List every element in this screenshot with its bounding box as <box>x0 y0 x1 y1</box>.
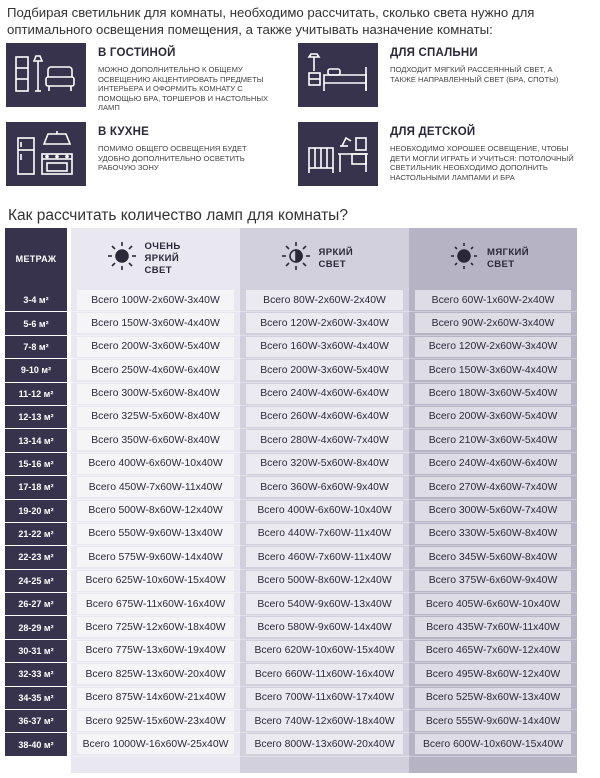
cell-very-bright: Всего 200W-3x60W-5x40W <box>77 337 234 357</box>
cell-very-bright: Всего 625W-10x60W-15x40W <box>77 571 234 591</box>
row-area: 30-31 м² <box>5 640 67 662</box>
room-title: В ГОСТИНОЙ <box>98 47 176 59</box>
bedroom-icon <box>298 43 378 107</box>
cell-soft: Всего 525W-8x60W-13x40W <box>415 688 571 708</box>
cell-very-bright: Всего 575W-9x60W-14x40W <box>77 547 234 567</box>
table-row <box>5 289 577 312</box>
table-row <box>5 336 577 359</box>
table-row <box>5 616 577 639</box>
header-bright <box>240 228 409 289</box>
cell-very-bright: Всего 400W-6x60W-10x40W <box>77 454 234 474</box>
cell-soft: Всего 200W-3x60W-5x40W <box>415 407 571 427</box>
row-area: 12-13 м² <box>5 406 67 428</box>
header-label: ЯРКИЙ СВЕТ <box>318 246 354 270</box>
table-row <box>5 640 577 663</box>
row-area: 32-33 м² <box>5 663 67 685</box>
table-row <box>5 500 577 523</box>
cell-very-bright: Всего 100W-2x60W-3x40W <box>77 290 234 310</box>
sun-icon <box>107 241 137 276</box>
cell-bright: Всего 580W-9x60W-14x40W <box>246 617 403 637</box>
cell-very-bright: Всего 875W-14x60W-21x40W <box>77 688 234 708</box>
cell-bright: Всего 400W-6x60W-10x40W <box>246 501 403 521</box>
row-area: 38-40 м² <box>5 733 67 755</box>
row-area: 34-35 м² <box>5 687 67 709</box>
table-row <box>5 593 577 616</box>
cell-very-bright: Всего 725W-12x60W-18x40W <box>77 617 234 637</box>
lamp-table <box>5 228 577 773</box>
row-area: 9-10 м² <box>5 359 67 381</box>
row-area: 5-6 м² <box>5 312 67 334</box>
cell-bright: Всего 200W-3x60W-5x40W <box>246 360 403 380</box>
room-title: В КУХНЕ <box>98 126 150 138</box>
cell-very-bright: Всего 350W-6x60W-8x40W <box>77 430 234 450</box>
cell-bright: Всего 500W-8x60W-12x40W <box>246 571 403 591</box>
room-desc: МОЖНО ДОПОЛНИТЕЛЬНО К ОБЩЕМУ ОСВЕЩЕНИЮ АКЦЕНТИРОВАТЬ ПРЕДМЕТЫ ИНТЕРЬЕРА И ОФОРМИТЬ КОМНАТУ С ПОМОЩЬЮ БРА, ТОРШЕРОВ И НАСТОЛЬНЫХ ЛАМП <box>98 65 269 113</box>
table-row <box>5 383 577 406</box>
row-area: 13-14 м² <box>5 429 67 451</box>
table-row <box>5 663 577 686</box>
table-row <box>5 359 577 382</box>
cell-soft: Всего 600W-10x60W-15x40W <box>415 734 571 754</box>
cell-bright: Всего 280W-4x60W-7x40W <box>246 430 403 450</box>
header-soft <box>409 228 577 289</box>
cell-bright: Всего 660W-11x60W-16x40W <box>246 664 403 684</box>
table-row <box>5 476 577 499</box>
table-row <box>5 406 577 429</box>
cell-soft: Всего 300W-5x60W-7x40W <box>415 501 571 521</box>
cell-bright: Всего 700W-11x60W-17x40W <box>246 688 403 708</box>
cell-bright: Всего 240W-4x60W-6x40W <box>246 384 403 404</box>
table-row <box>5 733 577 756</box>
room-card-living <box>6 43 280 113</box>
cell-bright: Всего 620W-10x60W-15x40W <box>246 641 403 661</box>
row-area: 11-12 м² <box>5 383 67 405</box>
row-area: 28-29 м² <box>5 616 67 638</box>
header-label: МЯГКИЙ СВЕТ <box>487 246 529 270</box>
header-label: ОЧЕНЬ ЯРКИЙ СВЕТ <box>144 240 181 276</box>
cell-soft: Всего 210W-3x60W-5x40W <box>415 430 571 450</box>
cell-soft: Всего 555W-9x60W-14x40W <box>415 711 571 731</box>
room-card-bedroom <box>298 43 570 107</box>
kitchen-icon <box>6 122 86 186</box>
cell-very-bright: Всего 325W-5x60W-8x40W <box>77 407 234 427</box>
cell-very-bright: Всего 450W-7x60W-11x40W <box>77 477 234 497</box>
cell-bright: Всего 440W-7x60W-11x40W <box>246 524 403 544</box>
table-row <box>5 570 577 593</box>
room-card-kitchen <box>6 122 266 186</box>
header-area: МЕТРАЖ <box>5 228 67 289</box>
section-subtitle: Как рассчитать количество ламп для комнаты? <box>8 207 348 224</box>
row-area: 15-16 м² <box>5 453 67 475</box>
room-title: ДЛЯ СПАЛЬНИ <box>390 47 478 59</box>
cell-bright: Всего 120W-2x60W-3x40W <box>246 313 403 333</box>
row-area: 19-20 м² <box>5 500 67 522</box>
cell-very-bright: Всего 550W-9x60W-13x40W <box>77 524 234 544</box>
table-row <box>5 429 577 452</box>
cell-very-bright: Всего 250W-4x60W-6x40W <box>77 360 234 380</box>
table-body <box>5 289 577 757</box>
row-area: 26-27 м² <box>5 593 67 615</box>
cell-soft: Всего 270W-4x60W-7x40W <box>415 477 571 497</box>
cell-very-bright: Всего 925W-15x60W-23x40W <box>77 711 234 731</box>
cell-bright: Всего 260W-4x60W-6x40W <box>246 407 403 427</box>
cell-soft: Всего 180W-3x60W-5x40W <box>415 384 571 404</box>
row-area: 7-8 м² <box>5 336 67 358</box>
cell-very-bright: Всего 150W-3x60W-4x40W <box>77 313 234 333</box>
room-title: ДЛЯ ДЕТСКОЙ <box>390 126 476 138</box>
cell-very-bright: Всего 675W-11x60W-16x40W <box>77 594 234 614</box>
cell-bright: Всего 320W-5x60W-8x40W <box>246 454 403 474</box>
intro-text: Подбирая светильник для комнаты, необходимо рассчитать, сколько света нужно для оптимального освещения помещения, а также учитывать назначение комнаты: <box>7 5 535 37</box>
cell-soft: Всего 120W-2x60W-3x40W <box>415 337 571 357</box>
cell-soft: Всего 345W-5x60W-8x40W <box>415 547 571 567</box>
room-desc: ПОДХОДИТ МЯГКИЙ РАССЕЯННЫЙ СВЕТ, А ТАКЖЕ НАПРАВЛЕННЫЙ СВЕТ (БРА, СПОТЫ) <box>390 65 559 84</box>
cell-soft: Всего 90W-2x60W-3x40W <box>415 313 571 333</box>
room-desc: ПОМИМО ОБЩЕГО ОСВЕЩЕНИЯ БУДЕТ УДОБНО ДОПОЛНИТЕЛЬНО ОСВЕТИТЬ РАБОЧУЮ ЗОНУ <box>98 144 247 173</box>
cell-very-bright: Всего 825W-13x60W-20x40W <box>77 664 234 684</box>
sun-soft-icon <box>449 241 479 276</box>
cell-soft: Всего 60W-1x60W-2x40W <box>415 290 571 310</box>
cell-bright: Всего 360W-6x60W-9x40W <box>246 477 403 497</box>
cell-bright: Всего 460W-7x60W-11x40W <box>246 547 403 567</box>
cell-soft: Всего 375W-6x60W-9x40W <box>415 571 571 591</box>
living-room-icon <box>6 43 86 107</box>
table-row <box>5 312 577 335</box>
table-row <box>5 523 577 546</box>
cell-very-bright: Всего 775W-13x60W-19x40W <box>77 641 234 661</box>
cell-very-bright: Всего 500W-8x60W-12x40W <box>77 501 234 521</box>
room-card-nursery <box>298 122 590 186</box>
table-row <box>5 453 577 476</box>
sun-half-icon <box>281 241 311 276</box>
cell-bright: Всего 740W-12x60W-18x40W <box>246 711 403 731</box>
row-area: 22-23 м² <box>5 546 67 568</box>
cell-bright: Всего 80W-2x60W-2x40W <box>246 290 403 310</box>
cell-bright: Всего 160W-3x60W-4x40W <box>246 337 403 357</box>
cell-very-bright: Всего 300W-5x60W-8x40W <box>77 384 234 404</box>
row-area: 21-22 м² <box>5 523 67 545</box>
row-area: 36-37 м² <box>5 710 67 732</box>
row-area: 24-25 м² <box>5 570 67 592</box>
row-area: 3-4 м² <box>5 289 67 311</box>
cell-soft: Всего 465W-7x60W-12x40W <box>415 641 571 661</box>
cell-bright: Всего 800W-13x60W-20x40W <box>246 734 403 754</box>
cell-soft: Всего 240W-4x60W-6x40W <box>415 454 571 474</box>
cell-soft: Всего 330W-5x60W-8x40W <box>415 524 571 544</box>
cell-soft: Всего 150W-3x60W-4x40W <box>415 360 571 380</box>
table-row <box>5 546 577 569</box>
cell-bright: Всего 540W-9x60W-13x40W <box>246 594 403 614</box>
cell-soft: Всего 435W-7x60W-11x40W <box>415 617 571 637</box>
row-area: 17-18 м² <box>5 476 67 498</box>
room-desc: НЕОБХОДИМО ХОРОШЕЕ ОСВЕЩЕНИЕ, ЧТОБЫ ДЕТИ МОГЛИ ИГРАТЬ И УЧИТЬСЯ: ПОТОЛОЧНЫЙ СВЕТИЛЬНИК НЕОБХОДИМО ДОПОЛНИТЬ НАСТОЛЬНЫМИ ЛАМПАМИ И БРА <box>390 144 574 182</box>
header-very-bright <box>71 228 240 289</box>
cell-soft: Всего 405W-6x60W-10x40W <box>415 594 571 614</box>
cell-very-bright: Всего 1000W-16x60W-25x40W <box>77 734 234 754</box>
nursery-icon <box>298 122 378 186</box>
cell-soft: Всего 495W-8x60W-12x40W <box>415 664 571 684</box>
table-row <box>5 710 577 733</box>
table-row <box>5 687 577 710</box>
